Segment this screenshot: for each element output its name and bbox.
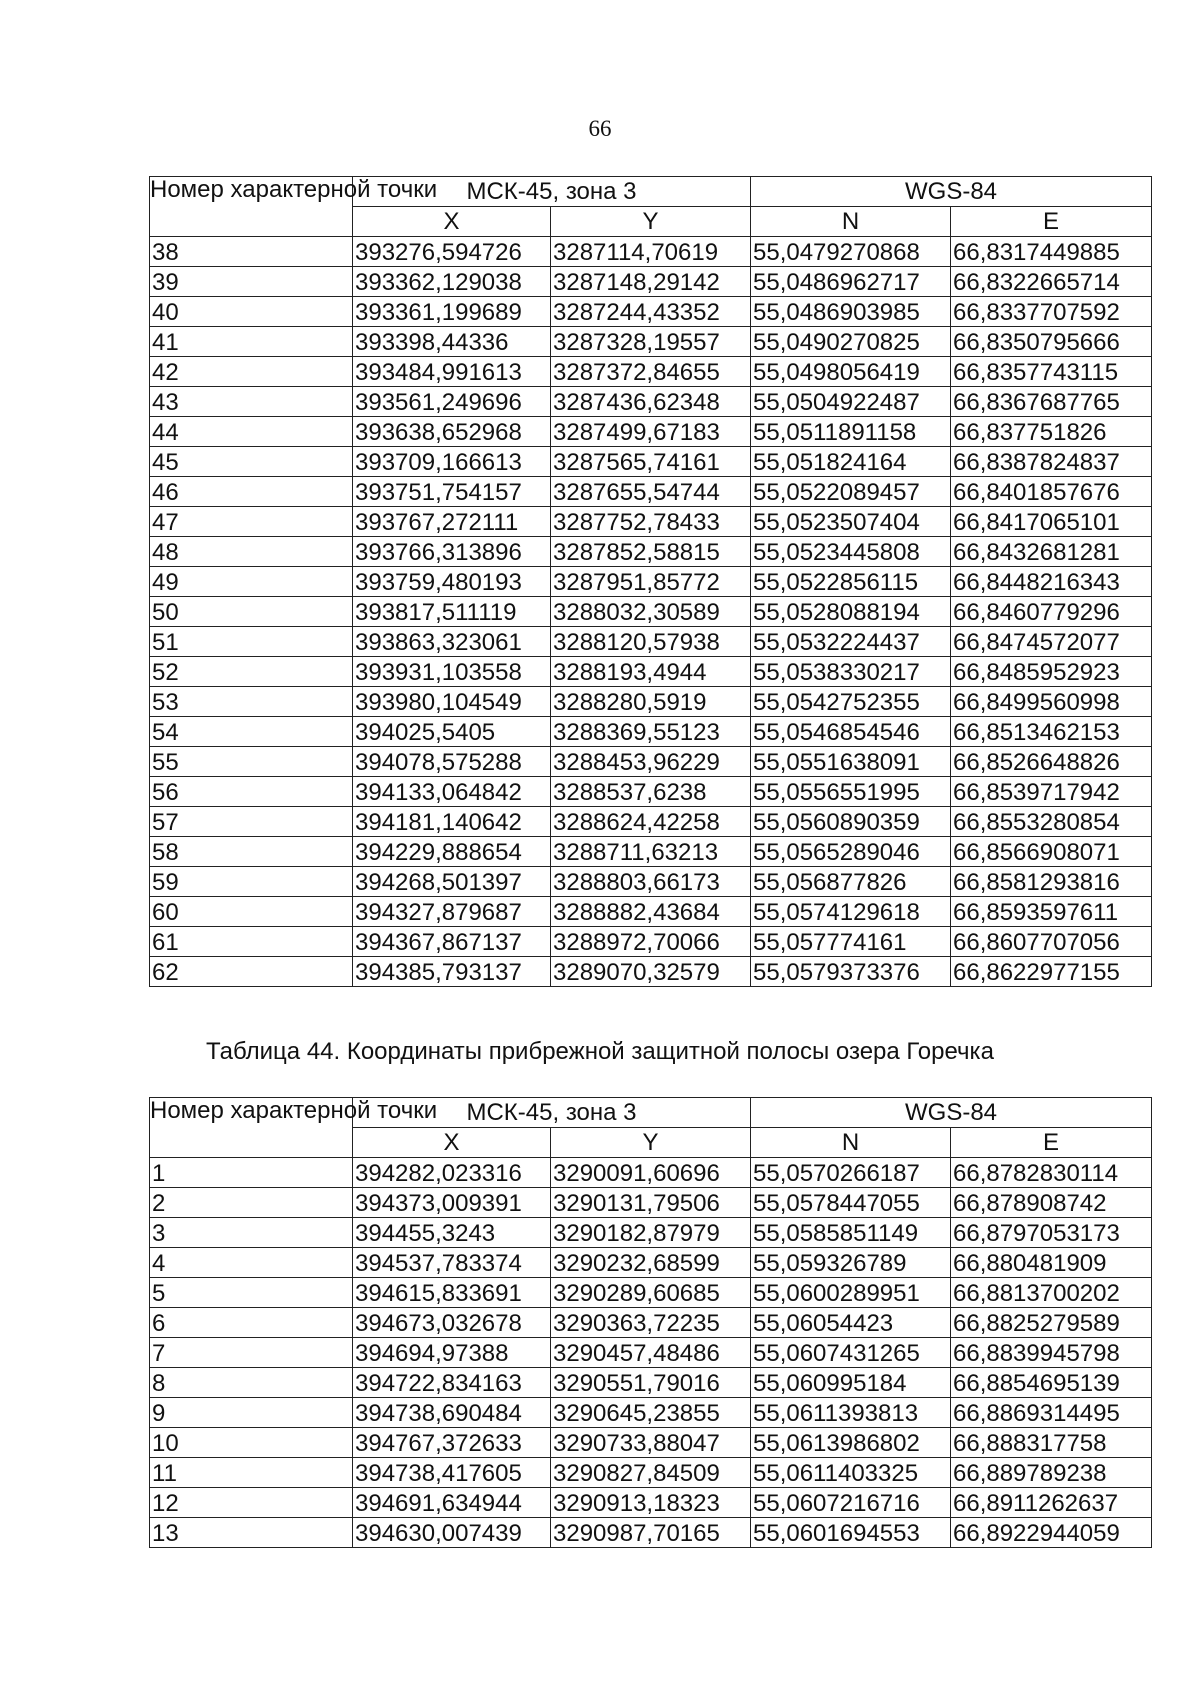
x-cell: 393751,754157	[353, 477, 551, 507]
e-cell: 66,8539717942	[951, 777, 1152, 807]
n-cell: 55,0570266187	[751, 1158, 951, 1188]
table-row	[150, 387, 1152, 417]
y-cell: 3288972,70066	[551, 927, 751, 957]
table-row	[150, 747, 1152, 777]
n-cell: 55,0523445808	[751, 537, 951, 567]
e-cell: 66,8417065101	[951, 507, 1152, 537]
table-row	[150, 1158, 1152, 1188]
x-cell: 394268,501397	[353, 867, 551, 897]
x-cell: 394615,833691	[353, 1278, 551, 1308]
y-cell: 3290232,68599	[551, 1248, 751, 1278]
table-row	[150, 807, 1152, 837]
point-number-cell: 38	[150, 237, 353, 267]
x-cell: 394373,009391	[353, 1188, 551, 1218]
n-cell: 55,0486962717	[751, 267, 951, 297]
table-row	[150, 1428, 1152, 1458]
y-cell: 3290645,23855	[551, 1398, 751, 1428]
x-header: X	[353, 1128, 551, 1158]
n-cell: 55,0551638091	[751, 747, 951, 777]
y-cell: 3287328,19557	[551, 327, 751, 357]
table-row	[150, 447, 1152, 477]
table-1-body	[150, 237, 1152, 987]
n-header: N	[751, 1128, 951, 1158]
table-row	[150, 1188, 1152, 1218]
y-header: Y	[551, 207, 751, 237]
n-cell: 55,060995184	[751, 1368, 951, 1398]
e-cell: 66,8317449885	[951, 237, 1152, 267]
table-row	[150, 627, 1152, 657]
y-cell: 3287752,78433	[551, 507, 751, 537]
point-number-cell: 1	[150, 1158, 353, 1188]
e-cell: 66,8622977155	[951, 957, 1152, 987]
wgs-header: WGS-84	[751, 1098, 1152, 1128]
point-number-cell: 59	[150, 867, 353, 897]
e-cell: 66,8401857676	[951, 477, 1152, 507]
x-cell: 394738,690484	[353, 1398, 551, 1428]
x-cell: 393759,480193	[353, 567, 551, 597]
x-cell: 394133,064842	[353, 777, 551, 807]
e-cell: 66,8387824837	[951, 447, 1152, 477]
point-number-cell: 8	[150, 1368, 353, 1398]
point-number-cell: 40	[150, 297, 353, 327]
point-number-cell: 47	[150, 507, 353, 537]
point-number-cell: 7	[150, 1338, 353, 1368]
n-cell: 55,0556551995	[751, 777, 951, 807]
e-cell: 66,8460779296	[951, 597, 1152, 627]
y-cell: 3288120,57938	[551, 627, 751, 657]
x-cell: 393863,323061	[353, 627, 551, 657]
n-cell: 55,0498056419	[751, 357, 951, 387]
table-row	[150, 507, 1152, 537]
e-cell: 66,878908742	[951, 1188, 1152, 1218]
table-row	[150, 357, 1152, 387]
table-row	[150, 537, 1152, 567]
point-number-cell: 41	[150, 327, 353, 357]
n-cell: 55,0574129618	[751, 897, 951, 927]
n-cell: 55,059326789	[751, 1248, 951, 1278]
x-cell: 394025,5405	[353, 717, 551, 747]
x-cell: 394078,575288	[353, 747, 551, 777]
y-cell: 3288803,66173	[551, 867, 751, 897]
x-cell: 394455,3243	[353, 1218, 551, 1248]
e-cell: 66,889789238	[951, 1458, 1152, 1488]
y-cell: 3287565,74161	[551, 447, 751, 477]
x-cell: 394537,783374	[353, 1248, 551, 1278]
n-cell: 55,0607431265	[751, 1338, 951, 1368]
x-cell: 394767,372633	[353, 1428, 551, 1458]
n-cell: 55,0490270825	[751, 327, 951, 357]
e-cell: 66,8782830114	[951, 1158, 1152, 1188]
table-row	[150, 957, 1152, 987]
e-cell: 66,8337707592	[951, 297, 1152, 327]
x-cell: 393484,991613	[353, 357, 551, 387]
n-cell: 55,0601694553	[751, 1518, 951, 1548]
x-cell: 394385,793137	[353, 957, 551, 987]
y-cell: 3288453,96229	[551, 747, 751, 777]
n-cell: 55,0538330217	[751, 657, 951, 687]
point-number-cell: 42	[150, 357, 353, 387]
x-cell: 394738,417605	[353, 1458, 551, 1488]
table-row	[150, 1368, 1152, 1398]
y-cell: 3290827,84509	[551, 1458, 751, 1488]
point-number-cell: 62	[150, 957, 353, 987]
e-cell: 66,8499560998	[951, 687, 1152, 717]
n-cell: 55,0542752355	[751, 687, 951, 717]
x-cell: 393980,104549	[353, 687, 551, 717]
n-header: N	[751, 207, 951, 237]
n-cell: 55,0578447055	[751, 1188, 951, 1218]
point-number-header: Номер характерной точки	[150, 1098, 353, 1158]
x-cell: 393767,272111	[353, 507, 551, 537]
point-number-cell: 5	[150, 1278, 353, 1308]
y-cell: 3290551,79016	[551, 1368, 751, 1398]
y-cell: 3287372,84655	[551, 357, 751, 387]
y-cell: 3287114,70619	[551, 237, 751, 267]
x-cell: 394327,879687	[353, 897, 551, 927]
n-cell: 55,0523507404	[751, 507, 951, 537]
n-cell: 55,0585851149	[751, 1218, 951, 1248]
point-number-cell: 54	[150, 717, 353, 747]
y-cell: 3288193,4944	[551, 657, 751, 687]
e-cell: 66,8854695139	[951, 1368, 1152, 1398]
table-row	[150, 1398, 1152, 1428]
table-row	[150, 717, 1152, 747]
x-cell: 393817,511119	[353, 597, 551, 627]
e-cell: 66,8357743115	[951, 357, 1152, 387]
n-cell: 55,0522089457	[751, 477, 951, 507]
table-row	[150, 1488, 1152, 1518]
point-number-cell: 9	[150, 1398, 353, 1428]
point-number-cell: 57	[150, 807, 353, 837]
e-cell: 66,8350795666	[951, 327, 1152, 357]
x-cell: 393638,652968	[353, 417, 551, 447]
y-cell: 3288369,55123	[551, 717, 751, 747]
y-cell: 3289070,32579	[551, 957, 751, 987]
table-row	[150, 327, 1152, 357]
table-row	[150, 597, 1152, 627]
e-cell: 66,8922944059	[951, 1518, 1152, 1548]
table-row	[150, 657, 1152, 687]
y-cell: 3290363,72235	[551, 1308, 751, 1338]
table-2-body	[150, 1158, 1152, 1548]
e-cell: 66,8553280854	[951, 807, 1152, 837]
y-cell: 3287655,54744	[551, 477, 751, 507]
n-cell: 55,0546854546	[751, 717, 951, 747]
point-number-cell: 61	[150, 927, 353, 957]
table-row	[150, 1308, 1152, 1338]
point-number-cell: 56	[150, 777, 353, 807]
y-cell: 3287244,43352	[551, 297, 751, 327]
y-cell: 3290733,88047	[551, 1428, 751, 1458]
e-cell: 66,8566908071	[951, 837, 1152, 867]
point-number-cell: 50	[150, 597, 353, 627]
x-cell: 393398,44336	[353, 327, 551, 357]
y-cell: 3288537,6238	[551, 777, 751, 807]
e-cell: 66,8869314495	[951, 1398, 1152, 1428]
x-cell: 393709,166613	[353, 447, 551, 477]
table-row	[150, 1218, 1152, 1248]
table-caption: Таблица 44. Координаты прибрежной защитной полосы озера Горечка	[206, 1038, 994, 1065]
point-number-cell: 12	[150, 1488, 353, 1518]
point-number-cell: 51	[150, 627, 353, 657]
table-row	[150, 1338, 1152, 1368]
e-cell: 66,8825279589	[951, 1308, 1152, 1338]
table-row	[150, 1518, 1152, 1548]
table-row	[150, 567, 1152, 597]
x-cell: 394229,888654	[353, 837, 551, 867]
point-number-cell: 11	[150, 1458, 353, 1488]
y-cell: 3288624,42258	[551, 807, 751, 837]
e-cell: 66,8797053173	[951, 1218, 1152, 1248]
table-row	[150, 897, 1152, 927]
e-header: E	[951, 1128, 1152, 1158]
y-cell: 3290289,60685	[551, 1278, 751, 1308]
table-row	[150, 1248, 1152, 1278]
point-number-cell: 53	[150, 687, 353, 717]
e-cell: 66,8813700202	[951, 1278, 1152, 1308]
n-cell: 55,051824164	[751, 447, 951, 477]
msk-header: МСК-45, зона 3	[353, 177, 751, 207]
y-cell: 3290913,18323	[551, 1488, 751, 1518]
msk-header: МСК-45, зона 3	[353, 1098, 751, 1128]
x-cell: 394673,032678	[353, 1308, 551, 1338]
table-row	[150, 1458, 1152, 1488]
table-row	[150, 837, 1152, 867]
point-number-cell: 45	[150, 447, 353, 477]
n-cell: 55,0486903985	[751, 297, 951, 327]
x-cell: 394367,867137	[353, 927, 551, 957]
x-cell: 394282,023316	[353, 1158, 551, 1188]
table-row	[150, 1278, 1152, 1308]
n-cell: 55,0607216716	[751, 1488, 951, 1518]
table-row	[150, 297, 1152, 327]
y-cell: 3287436,62348	[551, 387, 751, 417]
n-cell: 55,0613986802	[751, 1428, 951, 1458]
e-cell: 66,8607707056	[951, 927, 1152, 957]
y-cell: 3288032,30589	[551, 597, 751, 627]
wgs-header: WGS-84	[751, 177, 1152, 207]
n-cell: 55,0579373376	[751, 957, 951, 987]
point-number-cell: 48	[150, 537, 353, 567]
point-number-cell: 55	[150, 747, 353, 777]
table-row	[150, 687, 1152, 717]
table-row	[150, 267, 1152, 297]
y-cell: 3288280,5919	[551, 687, 751, 717]
e-cell: 66,8322665714	[951, 267, 1152, 297]
n-cell: 55,0511891158	[751, 417, 951, 447]
page-number: 66	[588, 116, 612, 141]
point-number-cell: 46	[150, 477, 353, 507]
y-cell: 3290091,60696	[551, 1158, 751, 1188]
e-cell: 66,8911262637	[951, 1488, 1152, 1518]
point-number-cell: 44	[150, 417, 353, 447]
point-number-cell: 2	[150, 1188, 353, 1218]
n-cell: 55,0600289951	[751, 1278, 951, 1308]
x-cell: 394691,634944	[353, 1488, 551, 1518]
n-cell: 55,056877826	[751, 867, 951, 897]
x-cell: 393766,313896	[353, 537, 551, 567]
y-cell: 3290987,70165	[551, 1518, 751, 1548]
x-cell: 393361,199689	[353, 297, 551, 327]
n-cell: 55,0560890359	[751, 807, 951, 837]
coordinates-table-1	[149, 176, 1152, 987]
y-cell: 3290131,79506	[551, 1188, 751, 1218]
e-cell: 66,8526648826	[951, 747, 1152, 777]
point-number-header: Номер характерной точки	[150, 177, 353, 237]
x-cell: 394181,140642	[353, 807, 551, 837]
e-cell: 66,837751826	[951, 417, 1152, 447]
point-number-cell: 13	[150, 1518, 353, 1548]
e-cell: 66,8485952923	[951, 657, 1152, 687]
y-header: Y	[551, 1128, 751, 1158]
point-number-cell: 58	[150, 837, 353, 867]
x-cell: 393561,249696	[353, 387, 551, 417]
n-cell: 55,057774161	[751, 927, 951, 957]
x-cell: 394722,834163	[353, 1368, 551, 1398]
point-number-cell: 49	[150, 567, 353, 597]
n-cell: 55,0532224437	[751, 627, 951, 657]
point-number-cell: 60	[150, 897, 353, 927]
y-cell: 3287499,67183	[551, 417, 751, 447]
n-cell: 55,0522856115	[751, 567, 951, 597]
n-cell: 55,0479270868	[751, 237, 951, 267]
e-cell: 66,8474572077	[951, 627, 1152, 657]
table-row	[150, 867, 1152, 897]
x-cell: 393362,129038	[353, 267, 551, 297]
y-cell: 3287951,85772	[551, 567, 751, 597]
n-cell: 55,0611393813	[751, 1398, 951, 1428]
n-cell: 55,06054423	[751, 1308, 951, 1338]
e-cell: 66,8839945798	[951, 1338, 1152, 1368]
x-cell: 394630,007439	[353, 1518, 551, 1548]
n-cell: 55,0504922487	[751, 387, 951, 417]
y-cell: 3287148,29142	[551, 267, 751, 297]
y-cell: 3290457,48486	[551, 1338, 751, 1368]
e-cell: 66,8513462153	[951, 717, 1152, 747]
e-cell: 66,8367687765	[951, 387, 1152, 417]
e-cell: 66,8593597611	[951, 897, 1152, 927]
y-cell: 3288882,43684	[551, 897, 751, 927]
point-number-cell: 6	[150, 1308, 353, 1338]
x-cell: 393931,103558	[353, 657, 551, 687]
n-cell: 55,0611403325	[751, 1458, 951, 1488]
e-header: E	[951, 207, 1152, 237]
coordinates-table-2	[149, 1097, 1152, 1548]
e-cell: 66,8448216343	[951, 567, 1152, 597]
n-cell: 55,0528088194	[751, 597, 951, 627]
e-cell: 66,8581293816	[951, 867, 1152, 897]
y-cell: 3290182,87979	[551, 1218, 751, 1248]
point-number-cell: 10	[150, 1428, 353, 1458]
x-header: X	[353, 207, 551, 237]
table-row	[150, 927, 1152, 957]
n-cell: 55,0565289046	[751, 837, 951, 867]
table-row	[150, 477, 1152, 507]
e-cell: 66,880481909	[951, 1248, 1152, 1278]
point-number-cell: 3	[150, 1218, 353, 1248]
x-cell: 393276,594726	[353, 237, 551, 267]
table-row	[150, 777, 1152, 807]
table-row	[150, 237, 1152, 267]
y-cell: 3287852,58815	[551, 537, 751, 567]
y-cell: 3288711,63213	[551, 837, 751, 867]
point-number-cell: 43	[150, 387, 353, 417]
table-row	[150, 417, 1152, 447]
e-cell: 66,888317758	[951, 1428, 1152, 1458]
point-number-cell: 52	[150, 657, 353, 687]
point-number-cell: 4	[150, 1248, 353, 1278]
x-cell: 394694,97388	[353, 1338, 551, 1368]
e-cell: 66,8432681281	[951, 537, 1152, 567]
point-number-cell: 39	[150, 267, 353, 297]
